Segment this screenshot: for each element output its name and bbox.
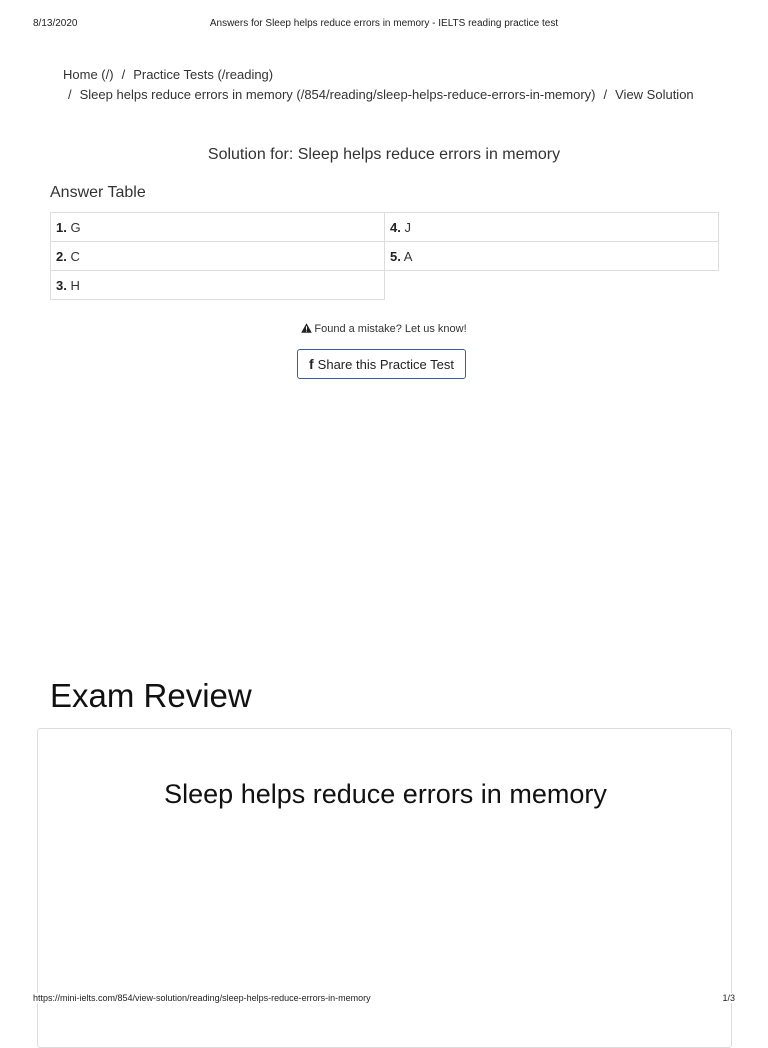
table-row	[51, 271, 719, 300]
table-row	[51, 213, 719, 242]
breadcrumb-line-1	[63, 65, 743, 85]
breadcrumb-current: View Solution	[615, 87, 694, 102]
answer-value: H	[70, 277, 80, 293]
answer-number: 2.	[56, 248, 67, 264]
answer-number: 4.	[390, 219, 401, 235]
answer-number: 1.	[56, 219, 67, 235]
table-row	[51, 242, 719, 271]
facebook-icon: f	[309, 356, 314, 372]
print-url: https://mini-ielts.com/854/view-solution/reading/sleep-helps-reduce-errors-in-memory	[33, 993, 375, 1003]
found-mistake-link[interactable]	[0, 323, 768, 335]
answer-value: G	[70, 219, 81, 235]
share-practice-test-button[interactable]	[297, 349, 466, 379]
answer-table-heading: Answer Table	[50, 184, 146, 201]
breadcrumb-home-link[interactable]: Home (/)	[63, 67, 114, 82]
breadcrumb-practice-tests-link[interactable]: Practice Tests (/reading)	[133, 67, 274, 82]
breadcrumb-separator: /	[121, 67, 126, 82]
breadcrumb-test-link[interactable]: Sleep helps reduce errors in memory (/854/reading/sleep-helps-reduce-errors-in-memory)	[79, 87, 596, 102]
exam-review-card-title: Sleep helps reduce errors in memory	[164, 779, 607, 809]
print-page-title: Answers for Sleep helps reduce errors in memory - IELTS reading practice test	[209, 18, 559, 29]
print-date: 8/13/2020	[33, 18, 78, 29]
breadcrumb-line-2	[63, 85, 743, 105]
print-page-number: 1/3	[718, 993, 735, 1003]
answer-number: 5.	[390, 248, 401, 264]
empty-cell	[385, 271, 719, 300]
breadcrumb-separator: /	[603, 87, 608, 102]
answer-cell	[51, 213, 385, 242]
exam-review-heading: Exam Review	[50, 677, 252, 714]
answer-cell	[385, 213, 719, 242]
answer-value: A	[403, 248, 413, 264]
breadcrumb	[63, 65, 743, 105]
found-mistake-text: Found a mistake? Let us know!	[314, 323, 467, 335]
answer-value: J	[404, 219, 411, 235]
warning-icon	[301, 323, 312, 333]
answer-cell	[51, 271, 385, 300]
answer-value: C	[70, 248, 80, 264]
share-button-label: Share this Practice Test	[317, 356, 454, 372]
answer-cell	[385, 242, 719, 271]
solution-title: Solution for: Sleep helps reduce errors in memory	[207, 146, 561, 163]
answer-cell	[51, 242, 385, 271]
answer-table	[50, 212, 719, 300]
answer-number: 3.	[56, 277, 67, 293]
breadcrumb-separator: /	[68, 87, 72, 102]
